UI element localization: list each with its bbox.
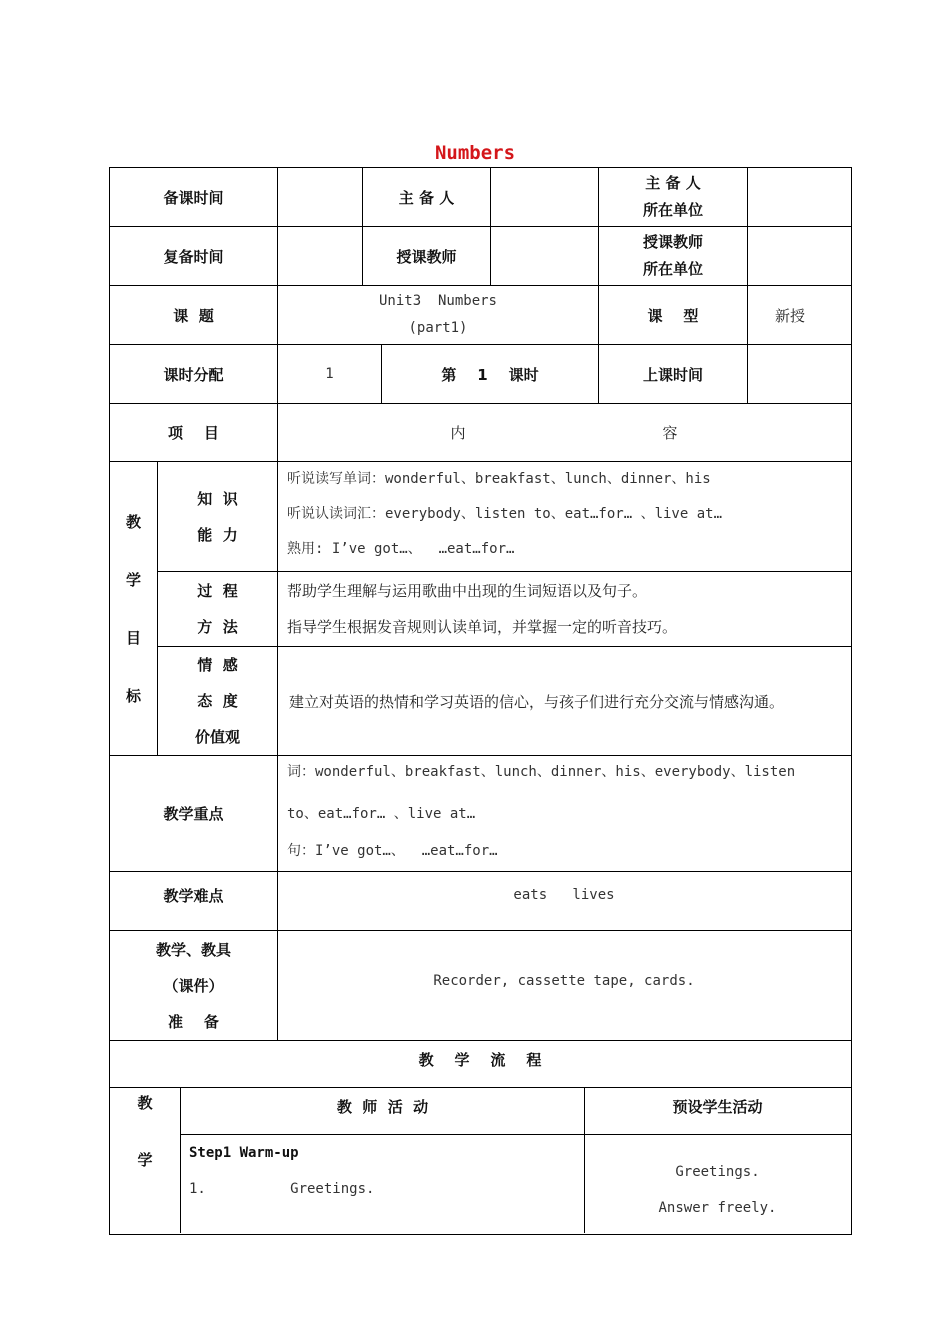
knowledge-line-1: 听说读写单词：wonderful、breakfast、lunch、dinner、his [287, 471, 711, 487]
main-unit-value [748, 168, 850, 226]
teacher-activity-header: 教 师 活 动 [336, 1097, 429, 1116]
tools-label [110, 931, 277, 1040]
emotion-label-line1: 情 感 [197, 656, 238, 674]
main-unit-label-line2: 所在单位 [642, 201, 703, 219]
document-title: Numbers [434, 142, 516, 164]
teacher-value [491, 227, 598, 285]
tools-label-line1: 教学、教具 [155, 940, 231, 959]
objectives-group-label [110, 462, 157, 755]
flow-title: 教 学 流 程 [418, 1050, 542, 1069]
flow-side-label-char-2: 学 [137, 1151, 153, 1169]
prep-time-label: 备课时间 [163, 188, 224, 207]
main-preparer-value [491, 168, 598, 226]
prep-time-value [278, 168, 362, 226]
emotion-label [158, 647, 277, 755]
type-value: 新授 [774, 306, 805, 325]
objectives-label-char-1: 教 [125, 512, 141, 531]
tools-content: Recorder, cassette tape, cards. [433, 972, 695, 989]
objectives-label-char-4: 标 [125, 687, 141, 706]
process-label [158, 572, 277, 646]
main-unit-label-line1: 主 备 人 [645, 174, 701, 192]
knowledge-label-line2: 能 力 [197, 525, 238, 544]
teacher-activity-content [189, 1135, 579, 1233]
process-label-line2: 方 法 [197, 618, 238, 636]
periods-value: 1 [325, 366, 334, 382]
teacher-unit-value [748, 227, 850, 285]
objectives-label-char-3: 目 [125, 629, 141, 648]
teacher-unit-label-line1: 授课教师 [642, 233, 703, 251]
class-time-value [748, 345, 850, 403]
student-activity-content [585, 1146, 850, 1234]
emotion-content: 建立对英语的热情和学习英语的信心，与孩子们进行充分交流与情感沟通。 [289, 692, 785, 711]
tools-label-line3: 准 备 [168, 1012, 219, 1031]
student-line-1: Greetings. [675, 1164, 760, 1180]
difficulties-content: eats lives [513, 887, 615, 903]
knowledge-label [158, 462, 277, 571]
step1-title: Step1 Warm-up [189, 1145, 299, 1161]
process-label-line1: 过 程 [197, 582, 238, 600]
key-points-content [287, 756, 847, 871]
content-label-2: 容 [662, 424, 678, 442]
student-line-2: Answer freely. [658, 1200, 777, 1216]
content-label-1: 内 [450, 424, 466, 442]
student-activity-header: 预设学生活动 [672, 1097, 763, 1116]
objectives-label-char-2: 学 [125, 570, 141, 589]
main-unit-label [599, 168, 747, 226]
flow-side-label [110, 1088, 180, 1233]
type-label: 课 型 [647, 306, 699, 325]
topic-value-line1: Unit3 Numbers [378, 293, 497, 309]
step1-item: 1. Greetings. [189, 1181, 375, 1197]
process-line-2: 指导学生根据发音规则认读单词，并掌握一定的听音技巧。 [287, 618, 678, 636]
key-points-line-3: 句：I’ve got…、 …eat…for… [287, 843, 498, 859]
knowledge-line-2: 听说认读词汇：everybody、listen to、eat…for… 、live at… [287, 506, 723, 522]
topic-value-line2: (part1) [408, 320, 468, 336]
teacher-unit-label-line2: 所在单位 [642, 260, 703, 278]
main-preparer-label: 主 备 人 [398, 188, 455, 207]
key-points-line-2: to、eat…for… 、live at… [287, 806, 476, 822]
review-time-label: 复备时间 [163, 247, 224, 266]
topic-value [278, 286, 598, 344]
tools-label-line2: （课件） [163, 976, 224, 995]
emotion-label-line2: 态 度 [197, 692, 238, 710]
flow-side-label-char-1: 教 [137, 1094, 153, 1112]
topic-label: 课 题 [173, 306, 214, 325]
knowledge-content [287, 462, 847, 571]
process-content [287, 572, 847, 646]
process-line-1: 帮助学生理解与运用歌曲中出现的生词短语以及句子。 [287, 582, 648, 600]
knowledge-label-line1: 知 识 [197, 489, 238, 508]
knowledge-line-3: 熟用: I’ve got…、 …eat…for… [287, 541, 515, 557]
difficulties-label: 教学难点 [163, 886, 224, 905]
class-time-label: 上课时间 [642, 365, 703, 384]
periods-label: 课时分配 [163, 365, 224, 384]
item-label: 项 目 [168, 424, 219, 442]
emotion-label-line3: 价值观 [194, 728, 240, 746]
key-points-label: 教学重点 [163, 805, 224, 823]
period-index: 第 1 课时 [441, 365, 539, 384]
review-time-value [278, 227, 362, 285]
teacher-unit-label [599, 227, 747, 285]
teacher-label: 授课教师 [396, 247, 457, 266]
key-points-line-1: 词：wonderful、breakfast、lunch、dinner、his、everybody、listen [287, 764, 796, 780]
